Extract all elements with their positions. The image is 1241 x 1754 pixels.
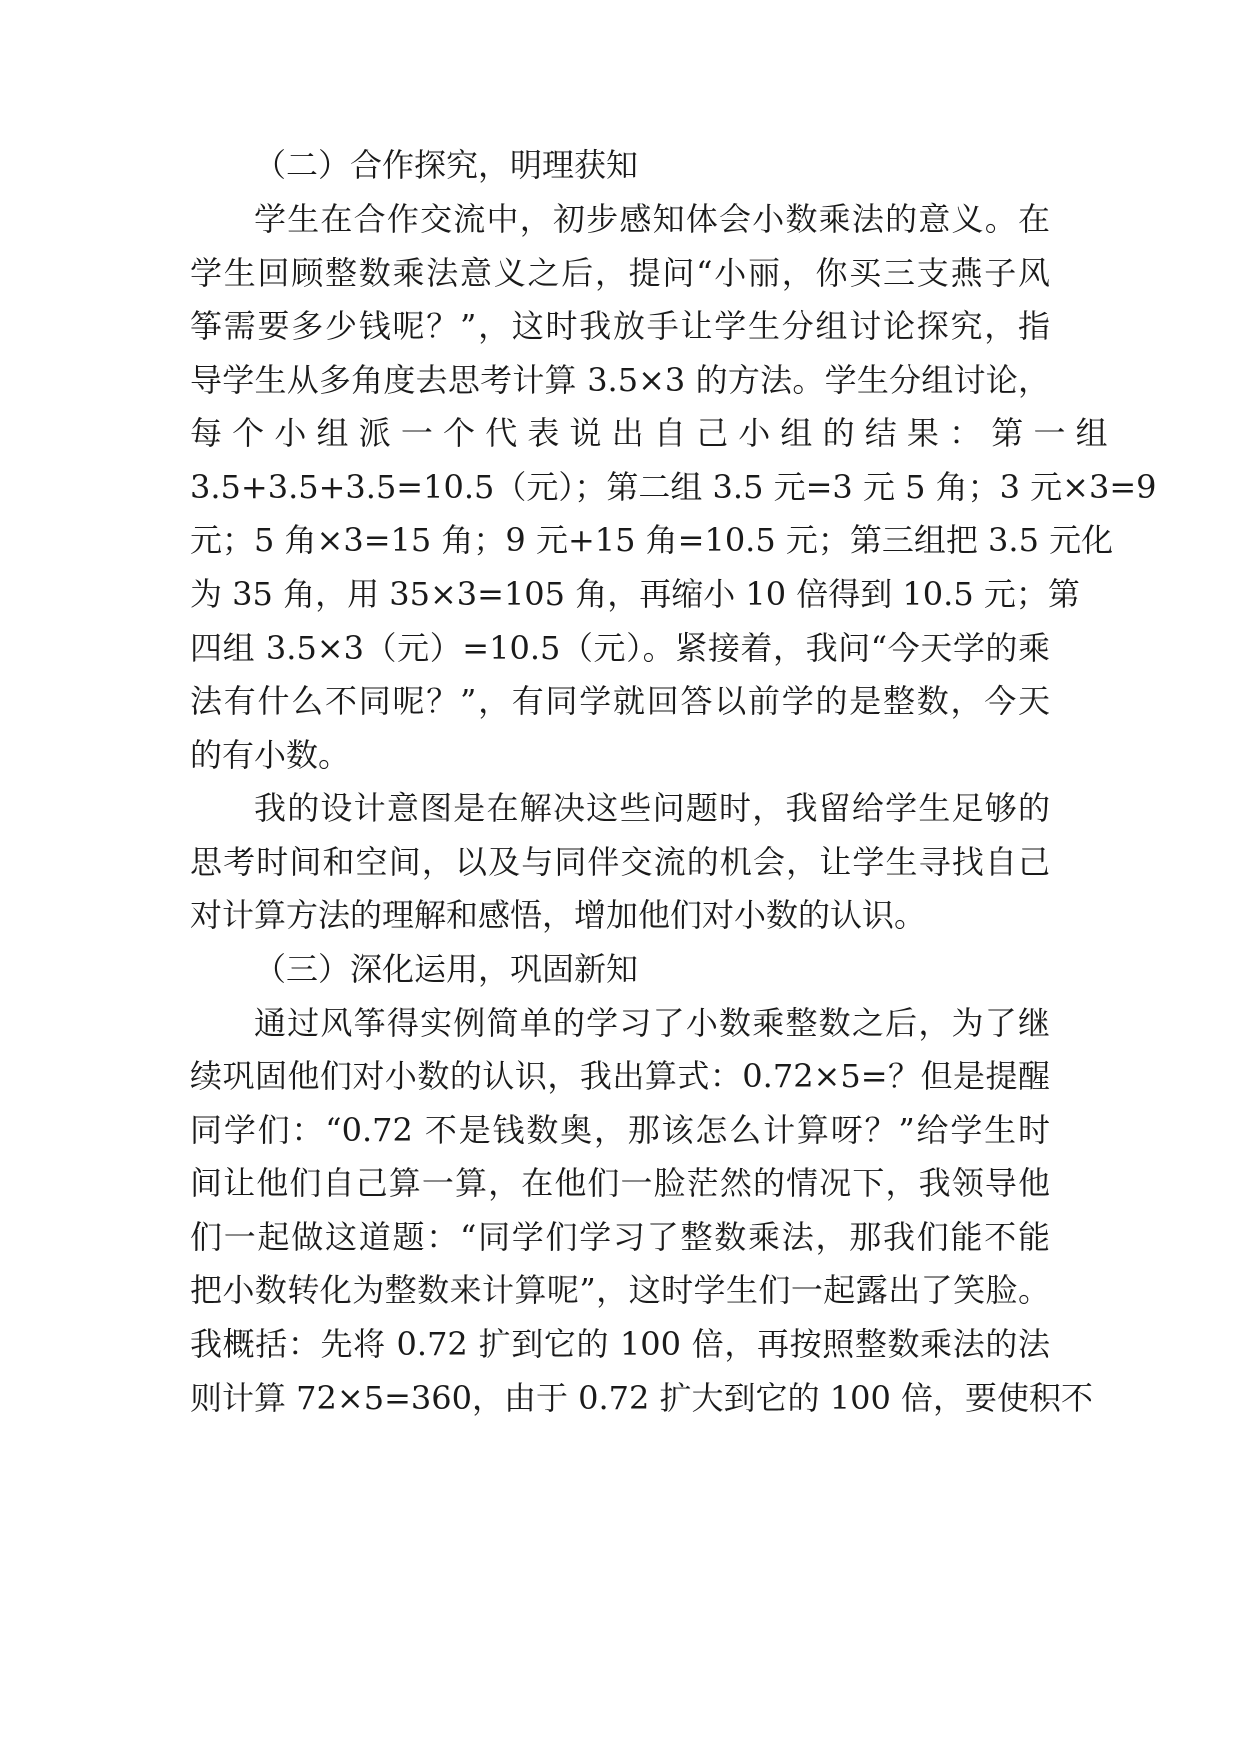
paragraph-line: 思考时间和空间，以及与同伴交流的机会，让学生寻找自己 [190,843,1050,881]
section-heading-2: （二）合作探究，明理获知 [254,146,639,184]
paragraph-line: 同学们：“0.72 不是钱数奥，那该怎么计算呀？”给学生时 [190,1111,1050,1149]
paragraph-line: 3.5+3.5+3.5=10.5（元）；第二组 3.5 元=3 元 5 角；3 元×3=9 [190,468,1157,506]
paragraph-line: 把小数转化为整数来计算呢”，这时学生们一起露出了笑脸。 [190,1271,1050,1309]
paragraph-line: 四组 3.5×3（元）=10.5（元）。紧接着，我问“今天学的乘 [190,629,1050,667]
paragraph-line: 的有小数。 [190,736,351,774]
paragraph-line: 为 35 角，用 35×3=105 角，再缩小 10 倍得到 10.5 元；第 [190,575,1080,613]
paragraph-line: 们一起做这道题：“同学们学习了整数乘法，那我们能不能 [190,1218,1050,1256]
paragraph-line: 续巩固他们对小数的认识，我出算式：0.72×5=？但是提醒 [190,1057,1050,1095]
paragraph-line: 学生在合作交流中，初步感知体会小数乘法的意义。在 [254,200,1050,238]
section-heading-3: （三）深化运用，巩固新知 [254,950,639,988]
paragraph-line: 我的设计意图是在解决这些问题时，我留给学生足够的 [254,789,1050,827]
paragraph-line: 对计算方法的理解和感悟，增加他们对小数的认识。 [190,896,927,934]
paragraph-line: 筝需要多少钱呢？”，这时我放手让学生分组讨论探究，指 [190,307,1050,345]
paragraph-line: 导学生从多角度去思考计算 3.5×3 的方法。学生分组讨论， [190,361,1050,399]
paragraph-line: 间让他们自己算一算，在他们一脸茫然的情况下，我领导他 [190,1164,1050,1202]
paragraph-line: 元；5 角×3=15 角；9 元+15 角=10.5 元；第三组把 3.5 元化 [190,521,1114,559]
paragraph-line: 每 个 小 组 派 一 个 代 表 说 出 自 己 小 组 的 结 果 ： 第 一 组 [190,414,1108,452]
paragraph-line: 法有什么不同呢？”，有同学就回答以前学的是整数，今天 [190,682,1050,720]
paragraph-line: 学生回顾整数乘法意义之后，提问“小丽，你买三支燕子风 [190,254,1050,292]
paragraph-line: 通过风筝得实例简单的学习了小数乘整数之后，为了继 [254,1004,1050,1042]
paragraph-line: 则计算 72×5=360，由于 0.72 扩大到它的 100 倍，要使积不 [190,1379,1093,1417]
paragraph-line: 我概括：先将 0.72 扩到它的 100 倍，再按照整数乘法的法 [190,1325,1050,1363]
